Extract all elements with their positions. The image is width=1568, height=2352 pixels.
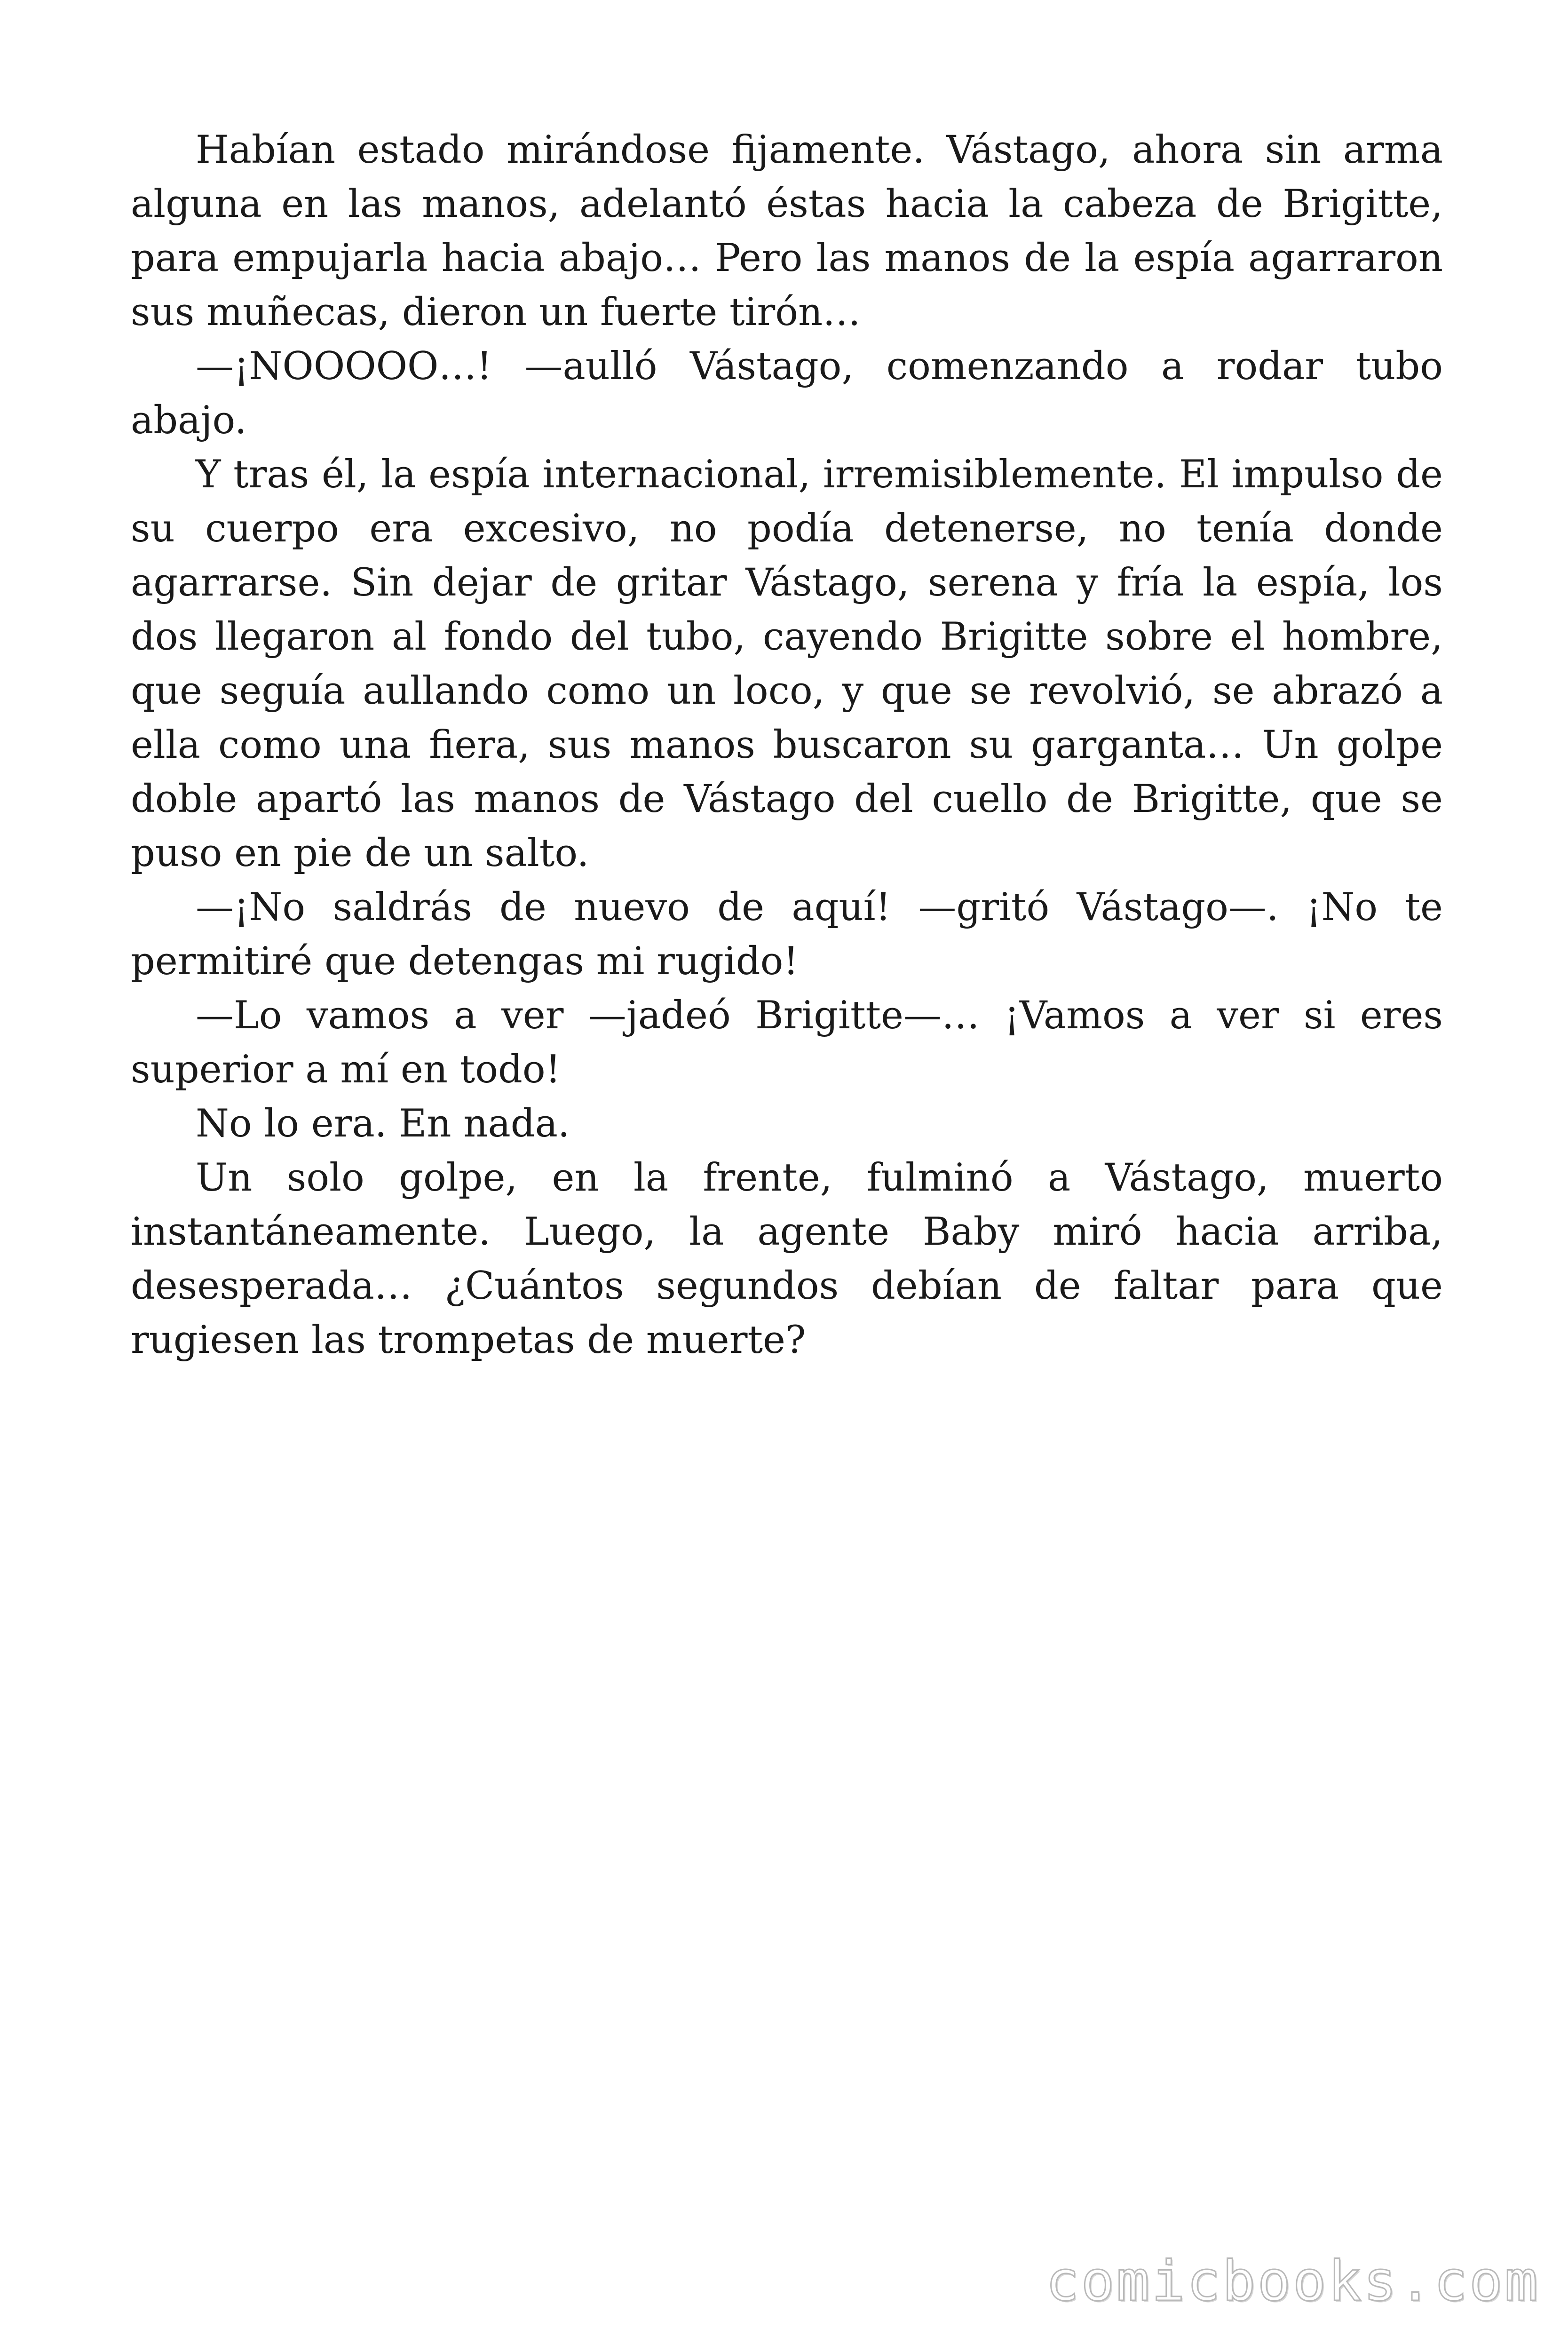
paragraph-2: —¡NOOOOO…! —aulló Vástago, comenzando a rodar tubo abajo. — [131, 344, 1443, 443]
site-watermark: comicbooks.com — [1045, 2249, 1540, 2313]
page-body-text — [131, 123, 1443, 1367]
paragraph-6: No lo era. En nada. — [196, 1102, 570, 1146]
paragraph-3: Y tras él, la espía internacional, irremisiblemente. El impulso de su cuerpo era excesivo, no podía detenerse, no tenía donde agarrarse. Sin dejar de gritar Vástago, serena y fría la espía, los dos llegaron al fondo del tubo, cayendo Brigitte sobre el hombre, que seguía aullando como un loco, y que se revolvió, se abrazó a ella como una fiera, sus manos buscaron su garganta… Un golpe doble apartó las manos de Vástago del cuello de Brigitte, que se puso en pie de un salto. — [131, 453, 1443, 875]
paragraph-7: Un solo golpe, en la frente, fulminó a Vástago, muerto instantáneamente. Luego, la agente Baby miró hacia arriba, desesperada… ¿Cuántos segundos debían de faltar para que rugiesen las trompetas de muerte? — [131, 1156, 1443, 1362]
paragraph-1: Habían estado mirándose fijamente. Vástago, ahora sin arma alguna en las manos, adelantó éstas hacia la cabeza de Brigitte, para empujarla hacia abajo… Pero las manos de la espía agarraron sus muñecas, dieron un fuerte tirón… — [131, 128, 1443, 334]
paragraph-5: —Lo vamos a ver —jadeó Brigitte—… ¡Vamos a ver si eres superior a mí en todo! — [131, 993, 1443, 1092]
paragraph-4: —¡No saldrás de nuevo de aquí! —gritó Vástago—. ¡No te permitiré que detengas mi rugido! — [131, 885, 1443, 984]
